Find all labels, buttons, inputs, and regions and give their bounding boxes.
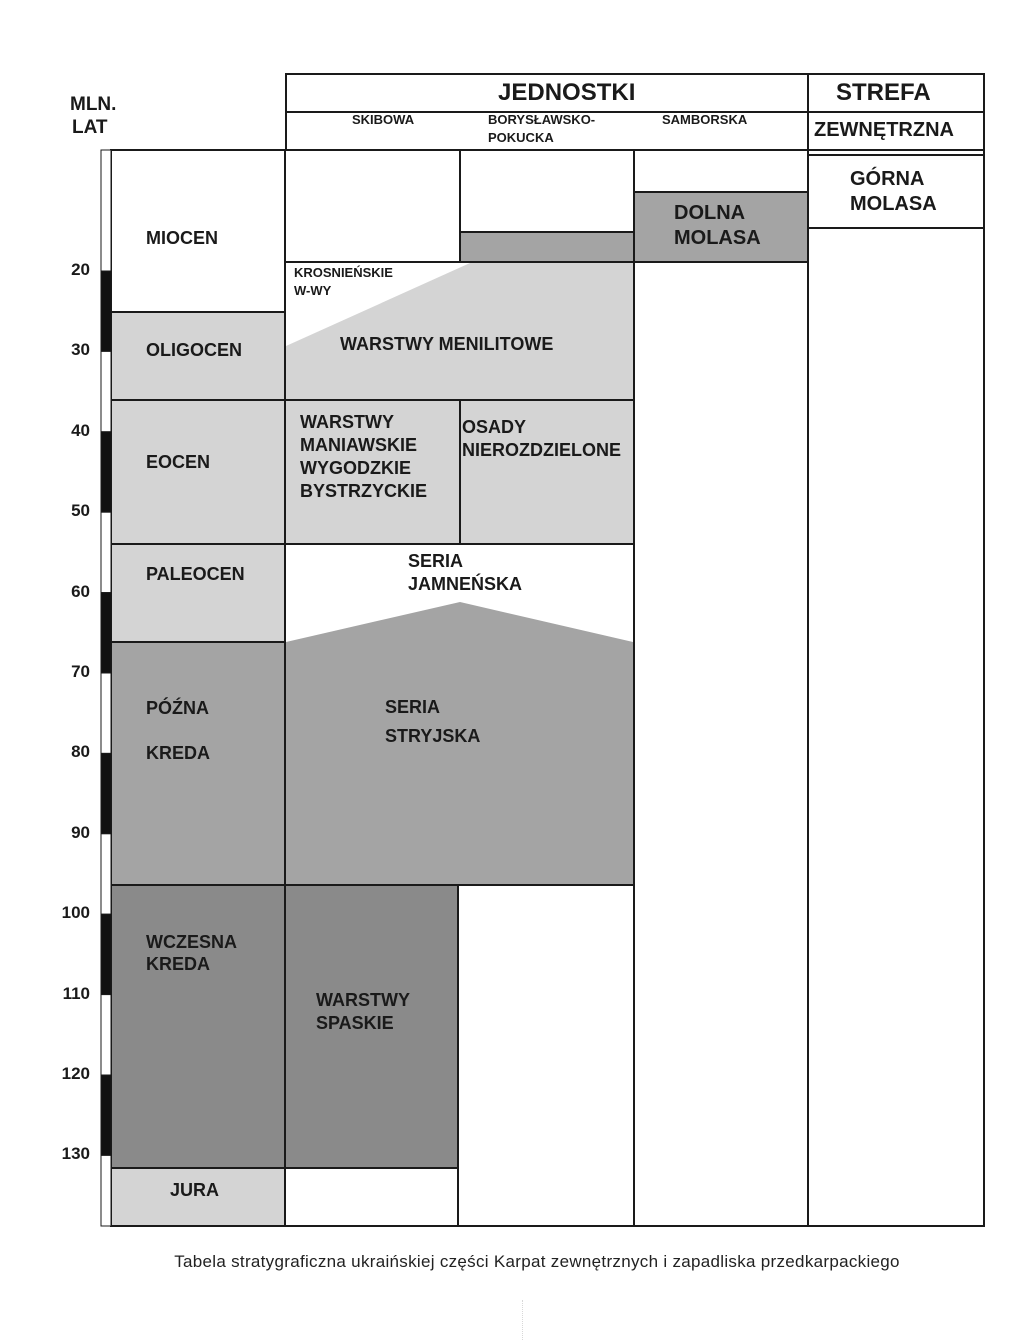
jamnenska-label-line1: SERIA [408, 551, 464, 571]
dolna-molasa-label-line1: DOLNA [674, 202, 746, 224]
zone-header-title: STREFA [836, 79, 931, 106]
epoch-paleocen: PALEOCEN [146, 564, 245, 584]
scale-segment [101, 914, 111, 994]
time-scale-bar [101, 150, 111, 1226]
epoch-eocen: EOCEN [146, 452, 211, 472]
skibowa-jura-cell [285, 1168, 458, 1226]
axis-title-line2: LAT [72, 117, 108, 138]
boryslawsko-miocen-upper-cell [460, 150, 634, 232]
samborska-top-cell [634, 150, 808, 192]
scale-segment [101, 834, 111, 914]
boryslawsko-miocen-lower-cell [460, 232, 634, 262]
wczesna-kreda-cell [111, 885, 285, 1168]
maniawskie-label-line4: BYSTRZYCKIE [300, 481, 428, 501]
axis-tick-label: 30 [71, 340, 90, 360]
osady-label-line1: OSADY [462, 417, 527, 437]
epoch-oligocen: OLIGOCEN [146, 340, 243, 360]
maniawskie-label-line2: MANIAWSKIE [300, 435, 417, 455]
figure-caption: Tabela stratygraficzna ukraińskiej części Karpat zewnętrznych i zapadliska przedkarpackiego [174, 1252, 900, 1271]
stryjska-label-line2: STRYJSKA [385, 726, 481, 746]
jamnenska-label-line2: JAMNEŃSKA [408, 574, 523, 594]
epoch-wczesna-line1: WCZESNA [146, 932, 237, 952]
skibowa-miocen-cell [285, 150, 460, 262]
units-header-title: JEDNOSTKI [498, 79, 636, 106]
axis-tick-label: 50 [71, 501, 90, 521]
strefa-lower-cell [808, 228, 984, 1226]
maniawskie-label-line3: WYGODZKIE [300, 458, 411, 478]
osady-label-line2: NIEROZDZIELONE [462, 440, 622, 460]
scale-segment [101, 995, 111, 1075]
spaskie-label-line1: WARSTWY [316, 990, 410, 1010]
axis-tick-label: 90 [71, 822, 90, 842]
boryslawsko-lower-empty-cell [458, 885, 634, 1226]
maniawskie-label-line1: WARSTWY [300, 412, 394, 432]
scale-segment [101, 593, 111, 673]
axis-tick-label: 100 [61, 903, 90, 923]
axis-tick-label: 20 [71, 260, 90, 279]
unit-samborska-header: SAMBORSKA [662, 112, 748, 127]
epoch-pozna-line1: PÓŹNA [146, 698, 209, 718]
stryjska-label-line1: SERIA [385, 697, 441, 717]
scale-segment [101, 271, 111, 351]
krosnienskie-label-line2: W-WY [294, 283, 332, 298]
axis-tick-label: 120 [61, 1064, 90, 1083]
scale-segment [101, 432, 111, 512]
epoch-jura: JURA [170, 1180, 220, 1200]
axis-tick-label: 80 [71, 742, 90, 762]
scale-segment [101, 1155, 111, 1226]
page-guide-line [522, 1300, 524, 1340]
spaskie-label-line2: SPASKIE [316, 1013, 394, 1033]
axis-tick-label: 130 [61, 1144, 90, 1164]
gorna-molasa-label-line2: MOLASA [850, 193, 937, 215]
epoch-wczesna-line2: KREDA [146, 954, 211, 974]
pozna-kreda-cell [111, 642, 285, 885]
paleocen-cell [111, 544, 285, 642]
epoch-miocen: MIOCEN [146, 228, 218, 248]
scale-segment [101, 673, 111, 753]
scale-segment [101, 753, 111, 833]
epoch-pozna-line2: KREDA [146, 743, 211, 763]
axis-title-line1: MLN. [70, 94, 117, 115]
axis-tick-label: 40 [71, 420, 90, 440]
gorna-molasa-cell [808, 155, 984, 228]
dolna-molasa-label-line2: MOLASA [674, 227, 761, 249]
unit-boryslawska-header-line1: BORYSŁAWSKO- [488, 112, 596, 127]
unit-skibowa-header: SKIBOWA [352, 112, 415, 127]
unit-boryslawska-header-line2: POKUCKA [488, 130, 554, 145]
scale-segment-top [101, 150, 111, 271]
axis-tick-label: 60 [71, 581, 90, 601]
zone-header-subtitle: ZEWNĘTRZNA [814, 119, 954, 141]
scale-segment [101, 512, 111, 592]
gorna-molasa-label-line1: GÓRNA [850, 168, 925, 190]
menilitowe-label: WARSTWY MENILITOWE [340, 334, 554, 354]
krosnienskie-label-line1: KROSNIEŃSKIE [294, 265, 393, 280]
axis-tick-label: 70 [71, 662, 90, 681]
scale-segment [101, 351, 111, 431]
axis-tick-label: 110 [62, 983, 90, 1003]
scale-segment [101, 1075, 111, 1155]
samborska-lower-cell [634, 262, 808, 1226]
